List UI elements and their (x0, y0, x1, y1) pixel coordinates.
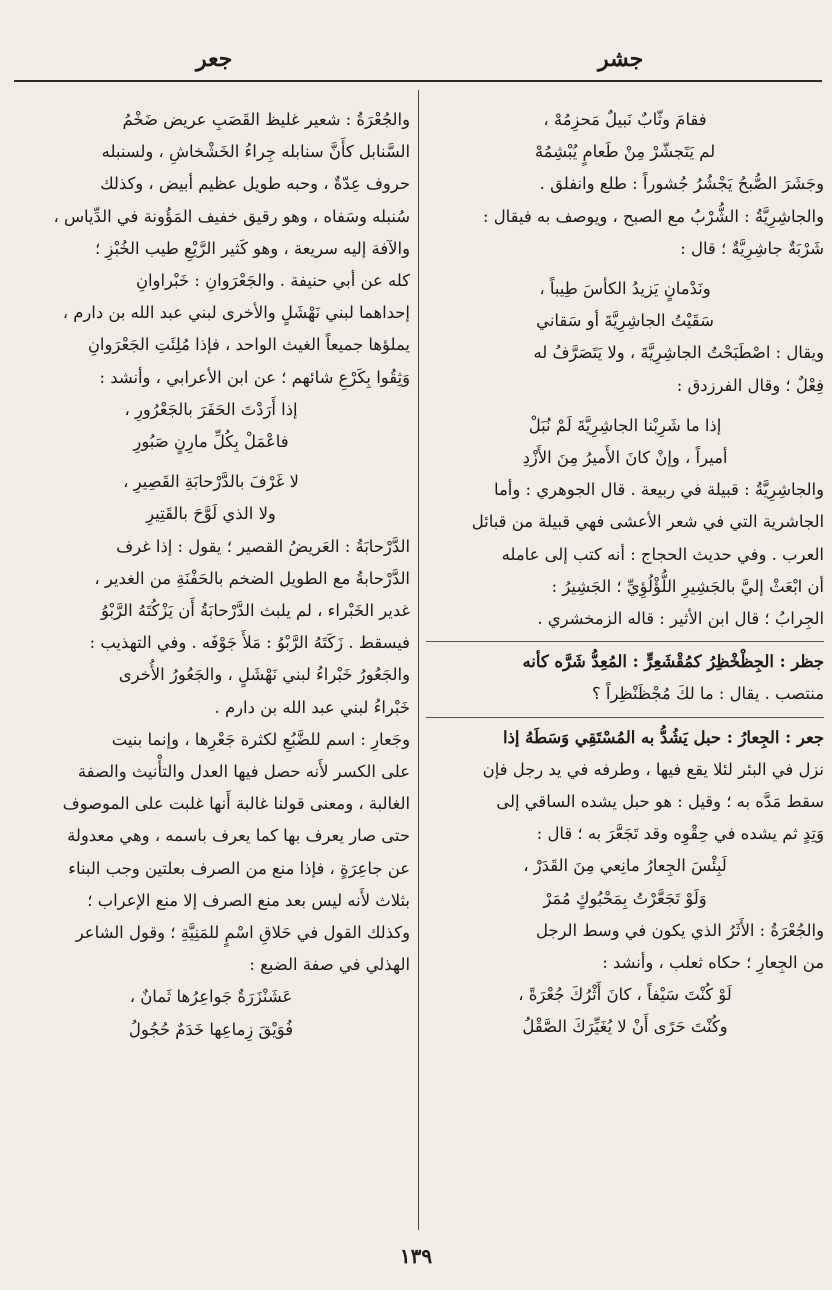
header-rule (14, 80, 822, 82)
right-column (426, 104, 824, 1210)
verse-line: فاعْمَلْ بِكُلِّ مارِنٍ صَبُورِ (133, 432, 289, 452)
verse-line: وَلَوْ تَجَعَّرْتُ بِمَحْبُوكٍ مُمَرْ (543, 888, 707, 908)
entry-line: وَتِدٍ ثم يشده في حِقْوِه وقد تَجَعَّرَ به ؛ قال : (536, 824, 824, 844)
entry-separator (426, 717, 824, 718)
text-line: إحداهما لبني نَهْشَلٍ والأخرى لبني عبد الله بن دارم ، (62, 303, 410, 323)
text-line: يملؤها جميعاً الغيث الواحد ، فإذا مُلِئَتِ الجَعْرَوانِ (87, 335, 410, 355)
verse-line: فُوَيْقَ زِماعِها خَدَمٌ حُجُولُ (128, 1019, 294, 1039)
text-line: كله عن أبي حنيفة . والجَعْرَوانِ : خَبْراوانِ (135, 271, 410, 291)
entry-line: منتصب . يقال : ما لكَ مُجْظَنْظِراً ؟ (591, 684, 824, 704)
verse-line: ونَدْمانٍ يَزيدُ الكأسَ طِيباً ، (539, 279, 711, 299)
text-line: فيسقط . زَكَتَهُ الرَّبْوُ : مَلأَ جَوْفَه . وفي التهذيب : (89, 633, 410, 653)
text-line: الدَّرْحابَةُ : العَريضُ القصير ؛ يقول : إذا غرف (116, 536, 410, 556)
right-headword: جشر (598, 46, 644, 72)
text-line: الجِرابُ ؛ قال ابن الأثير : قاله الزمخشري . (537, 609, 824, 629)
text-line: حتى صار يعرف بها كما يعرف باسمه ، وهي معدولة (67, 826, 410, 846)
text-line: بثلاث لأَنه ليس بعد منع الصرف إلا منع الإعراب ؛ (87, 890, 410, 910)
text-line: سُنبله وسَفاه ، وهو رقيق خفيف المَؤُونة في الدِّياس ، (53, 206, 410, 226)
text-line: الغالبة ، ومعنى قولنا غالبة أَنها غلبت على الموصوف (62, 794, 410, 814)
entry-line: نزل في البئر لئلا يقع فيها ، وطرفه في يد رجل فإن (482, 759, 824, 779)
text-line: حروف عِدّةٌ ، وحبه طويل عظيم أبيض ، وكذلك (100, 174, 410, 194)
text-line: على الكسر لأَنه حصل فيها العدل والتأْنيث والصفة (77, 762, 410, 782)
page-number: ١٣٩ (399, 1244, 433, 1268)
text-line: الدَّرْحابةُ مع الطويل الضخم بالحَفْنَةِ من الغدير ، (94, 568, 410, 588)
text-line: وَثِقُوا بِكَرْعِ شائهم ؛ عن ابن الأعرابي ، وأنشد : (99, 367, 410, 387)
left-column (12, 104, 410, 1210)
verse-line: عَشَنْزَرَةٌ جَواعِرُها ثَمانٌ ، (129, 987, 293, 1007)
text-line: والجَعُورُ خَبْراءُ لبني نَهْشَلٍ ، والجَعُورُ الأُخرى (118, 665, 410, 685)
verse-line: إذا ما شَرِبْنا الجاشِرِيَّةَ لَمْ نُبَلْ (528, 415, 722, 435)
text-line: السَّنابل كأَنَّ سنابله جِراءُ الخَشْخاشِ ، ولسنبله (101, 142, 410, 162)
text-line: غدير الخَبْراء ، لم يلبث الدَّرْحابَةُ أَن يَزْكُتَهُ الرَّبْوُ (101, 601, 410, 621)
entry-line: سقط مَدَّه به ؛ وقيل : هو حبل يشده الساقي إلى (496, 792, 824, 812)
verse-line: وكُنْتَ حَرًى أَنْ لا يُغَيِّرَكَ الصَّقْلُ (522, 1017, 728, 1037)
entry-line: جعر : الجِعارُ : حبل يَشُدُّ به المُسْتَقِي وَسَطَهُ إذا (503, 727, 824, 747)
text-line: والجاشِرِيَّةُ : الشُّرْبُ مع الصبح ، ويوصف به فيقال : (483, 206, 824, 226)
verse-line: فقامَ وثّابٌ نَبيلٌ مَحزِمُهْ ، (543, 110, 707, 129)
column-divider (418, 90, 419, 1230)
text-line: وجَشَرَ الصُّبحُ يَجْشُرُ جُشوراً : طلع وانفلق . (539, 174, 824, 194)
text-line: شَرْبَةٌ جاشِرِيَّةٌ ؛ قال : (680, 238, 824, 258)
left-headword: جعر (196, 46, 233, 72)
text-line: وكذلك القول في حَلاقِ اسْمٍ للمَنِيَّةِ ؛ وقول الشاعر (75, 923, 410, 943)
text-line: ويقال : اصْطَبَحْتُ الجاشِرِيَّةَ ، ولا يَتَصَرَّفُ له (533, 343, 824, 363)
verse-line: إذا أَرَدْتَ الحَفَرَ بالجَعْرُورِ ، (124, 399, 298, 419)
text-line: العرب . وفي حديث الحجاج : أنه كتب إلى عامله (501, 544, 824, 564)
text-line: الجاشرية التي في شعر الأعشى فهي قبيلة من قبائل (471, 512, 824, 532)
entry-line: جظر : الجِظْخْظِرُ كمُقْشَعِرٍّ : المُعِدُّ شَرَّه كأنه (522, 652, 824, 672)
text-line: عن جاعِرَةٍ ، فإذا منع من الصرف بعلتين وجب البناء (68, 858, 410, 878)
text-line: خَبْراءُ لبني عبد الله بن دارم . (214, 697, 410, 717)
verse-line: أميراً ، وإنْ كانَ الأَميرُ مِنَ الأَزْدِ (522, 448, 728, 468)
text-line: أن ابْعَثْ إليَّ بالجَشِيرِ اللُّؤْلُؤِيِّ ؛ الجَشِيرُ : (551, 576, 824, 596)
verse-line: لم يَتَجشّرْ مِنْ طَعامٍ يُبْشِمُهْ (534, 142, 716, 162)
verse-line: سَقَيْتُ الجاشِرِيَّةَ أو سَقاني (536, 311, 714, 331)
text-line: والجُعْرَةُ : شعير غليظ القَصَبِ عريض ضَخْمُ (122, 110, 410, 129)
verse-line: لا غَرْفَ بالدَّرْحابَةِ القَصِيرِ ، (123, 472, 299, 492)
verse-line: لَبِئْسَ الجِعارُ مانِعي مِنَ القَدَرْ ، (523, 856, 727, 876)
text-line: وجَعارِ : اسم للضَّبُعِ لكثرة جَعْرِها ، وإنما بنيت (111, 729, 410, 749)
verse-line: لَوْ كُنْتَ سَيْفاً ، كانَ أَثْرُكَ جُعْرَةً ، (518, 985, 732, 1005)
text-line: والجُعْرَةُ : الأَثَرُ الذي يكون في وسط الرجل (535, 920, 824, 940)
entry-separator (426, 641, 824, 642)
text-line: فِعْلٌ ؛ وقال الفرزدق : (676, 375, 824, 395)
text-line: والآفة إليه سريعة ، وهو كَثير الرَّيْعِ طيب الخُبْزِ ؛ (95, 238, 410, 258)
text-line: من الجِعارِ ؛ حكاه ثعلب ، وأنشد : (602, 953, 824, 973)
text-line: الهذلي في صفة الضبع : (249, 955, 410, 975)
verse-line: ولا الذي لَوَّحَ بالقَتِيرِ (146, 504, 276, 524)
text-line: والجاشِرِيَّةُ : قبيلة في ربيعة . قال الجوهري : وأما (494, 480, 824, 500)
